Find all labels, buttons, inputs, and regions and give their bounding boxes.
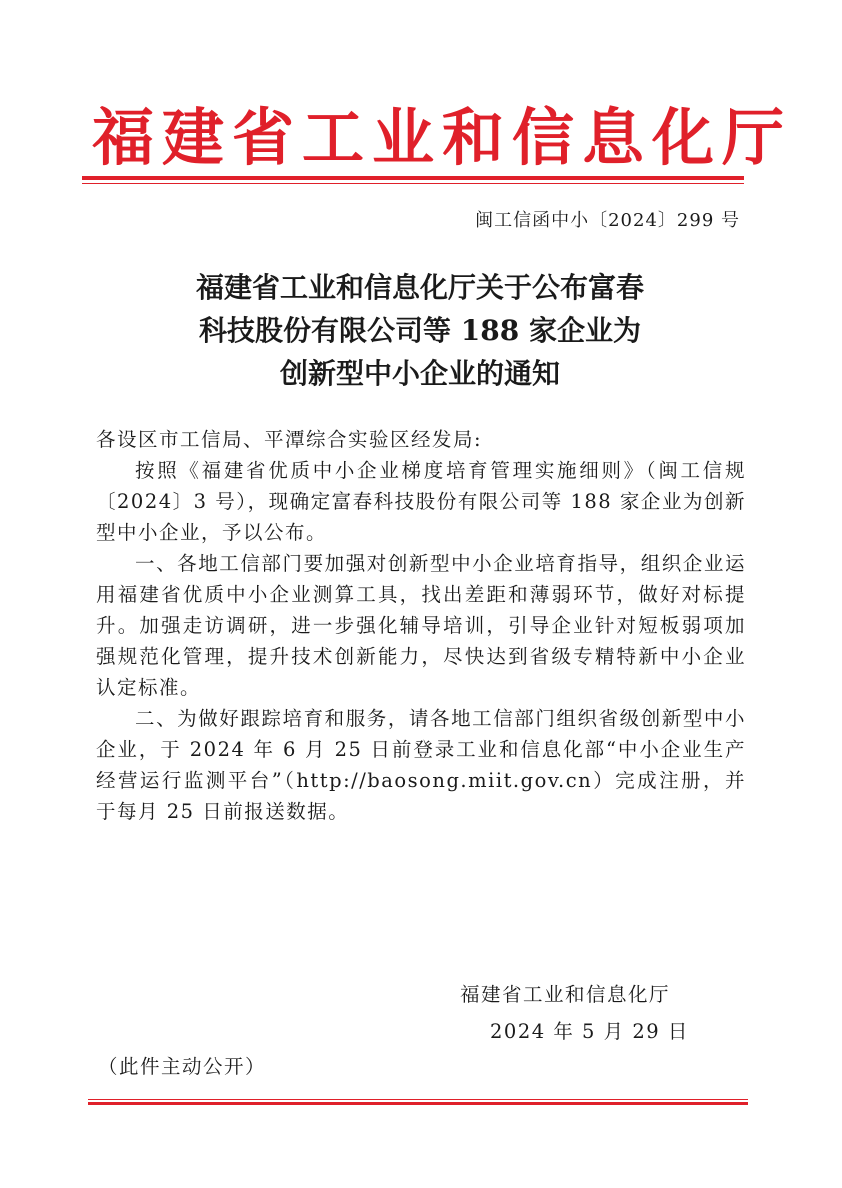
- body-paragraph: 二、为做好跟踪培育和服务，请各地工信部门组织省级创新型中小企业，于 2024 年 6 月 25 日前登录工业和信息化部“中小企业生产经营运行监测平台”（http://baosong.miit.gov.cn）完成注册，并于每月 25 日前报送数据。: [96, 707, 746, 823]
- footer-divider-thick: [88, 1102, 748, 1105]
- document-title: [120, 266, 720, 395]
- signatory: 福建省工业和信息化厅: [460, 983, 671, 1006]
- document-body: [96, 424, 746, 827]
- header-divider-thick: [82, 176, 744, 180]
- header-divider-thin: [82, 183, 744, 184]
- salutation: 各设区市工信局、平潭综合实验区经发局:: [96, 428, 483, 451]
- body-paragraph: 一、各地工信部门要加强对创新型中小企业培育指导，组织企业运用福建省优质中小企业测算工具，找出差距和薄弱环节，做好对标提升。加强走访调研，进一步强化辅导培训，引导企业针对短板弱项加强规范化管理，提升技术创新能力，尽快达到省级专精特新中小企业认定标准。: [96, 552, 746, 699]
- disclosure-note: （此件主动公开）: [98, 1055, 267, 1078]
- signature-date: 2024 年 5 月 29 日: [490, 1020, 689, 1043]
- body-paragraph: 按照《福建省优质中小企业梯度培育管理实施细则》（闽工信规〔2024〕3 号），现确定富春科技股份有限公司等 188 家企业为创新型中小企业，予以公布。: [96, 459, 746, 544]
- footer-divider-thin: [88, 1099, 748, 1100]
- issuer-banner: 福建省工业和信息化厅: [92, 101, 793, 174]
- document-title-line: 科技股份有限公司等 188 家企业为: [199, 314, 641, 347]
- document-number: 闽工信函中小〔2024〕299 号: [475, 210, 740, 231]
- document-title-line: 创新型中小企业的通知: [279, 357, 560, 390]
- document-title-line: 福建省工业和信息化厅关于公布富春: [195, 271, 644, 304]
